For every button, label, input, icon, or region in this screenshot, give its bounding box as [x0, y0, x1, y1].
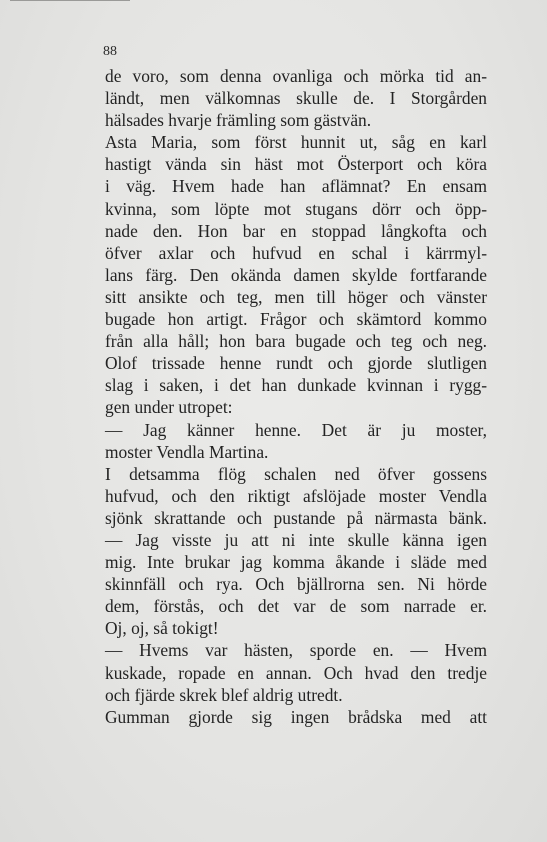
text-line: sjönk skrattande och pustande på närmasta bänk. [105, 507, 487, 528]
text-line: i väg. Hvem hade han aflämnat? En ensam [105, 176, 487, 197]
text-line: lans färg. Den okända damen skylde fortfarande [105, 264, 487, 285]
text-line: Oj, oj, så tokigt! [105, 618, 219, 639]
text-line: I detsamma flög schalen ned öfver gossens [105, 463, 487, 484]
text-line: nade den. Hon bar en stoppad långkofta och [105, 220, 487, 241]
text-line: ländt, men välkomnas skulle de. I Storgården [105, 88, 487, 109]
text-line: slag i saken, i det han dunkade kvinnan i rygg- [105, 375, 487, 396]
text-line: dem, förstås, och det var de som narrade er. [105, 596, 487, 617]
text-line: kvinna, som löpte mot stugans dörr och öpp- [105, 198, 487, 219]
text-line: hälsades hvarje främling som gästvän. [105, 110, 372, 131]
text-line: — Hvems var hästen, sporde en. — Hvem [105, 640, 487, 661]
text-line: mig. Inte brukar jag komma åkande i släde med [105, 552, 487, 573]
text-line: sitt ansikte och teg, men till höger och vänster [105, 286, 487, 307]
text-line: gen under utropet: [105, 397, 233, 418]
text-line: skinnfäll och rya. Och bjällrorna sen. Ni hörde [105, 574, 487, 595]
text-line: hastigt vända sin häst mot Österport och köra [105, 154, 487, 175]
text-line: Asta Maria, som först hunnit ut, såg en karl [105, 132, 487, 153]
page-number: 88 [103, 44, 117, 59]
page-edge-line [10, 0, 130, 1]
text-line: öfver axlar och hufvud en schal i kärrmyl- [105, 242, 487, 263]
text-line: bugade hon artigt. Frågor och skämtord kommo [105, 309, 487, 330]
text-line: Olof trissade henne rundt och gjorde slutligen [105, 353, 487, 374]
text-line: från alla håll; hon bara bugade och teg och neg. [105, 331, 487, 352]
text-line: — Jag visste ju att ni inte skulle känna igen [105, 529, 487, 550]
text-line: de voro, som denna ovanliga och mörka tid an- [105, 66, 487, 86]
body-text [105, 65, 487, 728]
text-line: hufvud, och den riktigt afslöjade moster Vendla [105, 485, 487, 506]
text-line: moster Vendla Martina. [105, 441, 269, 462]
text-line: Gumman gjorde sig ingen brådska med att [105, 706, 487, 727]
text-line: — Jag känner henne. Det är ju moster, [105, 419, 487, 440]
text-line: kuskade, ropade en annan. Och hvad den tredje [105, 662, 487, 683]
text-line: och fjärde skrek blef aldrig utredt. [105, 684, 343, 705]
